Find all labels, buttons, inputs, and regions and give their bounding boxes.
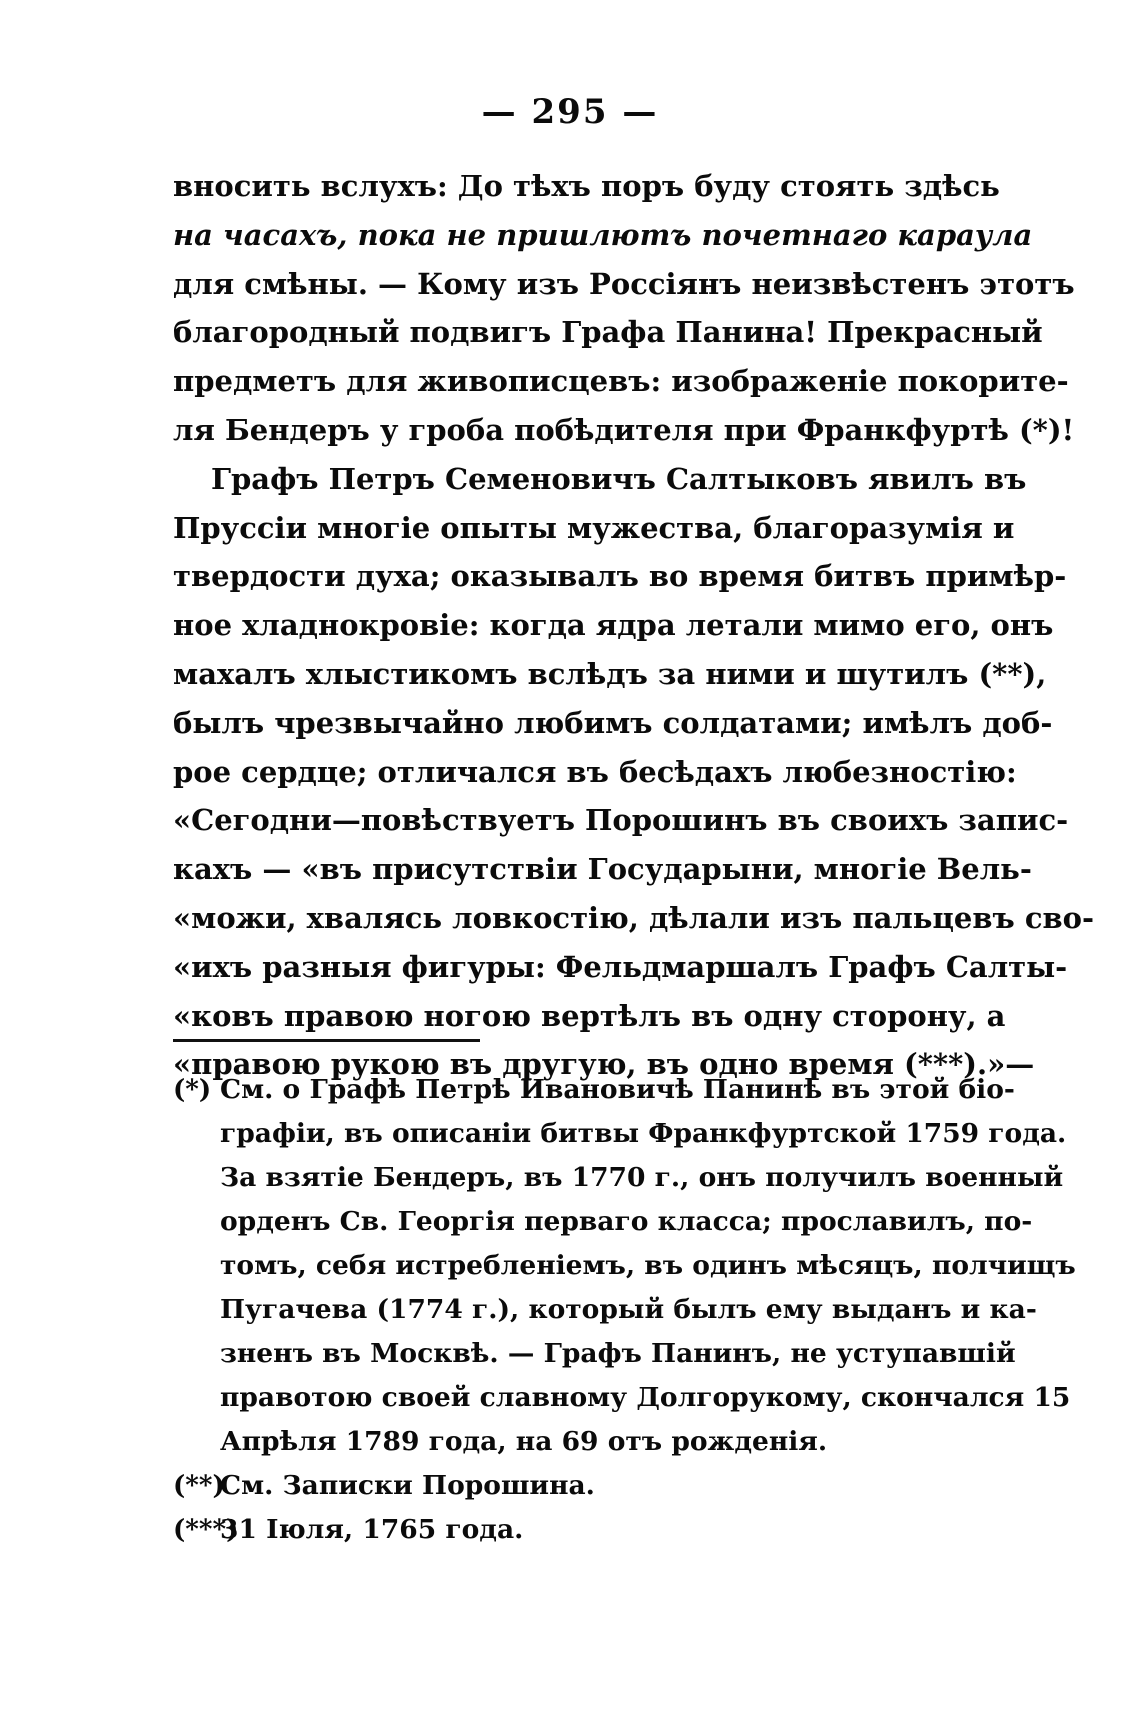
text-line: былъ чрезвычайно любимъ солдатами; имѣлъ доб-	[173, 705, 1053, 740]
footnotes	[173, 1068, 1076, 1552]
footnote-line: правотою своей славному Долгорукому, скончался 15	[220, 1382, 1071, 1413]
footnote-line: См. Записки Порошина.	[220, 1470, 595, 1501]
text-line: твердости духа; оказывалъ во время битвъ примѣр-	[173, 559, 1067, 594]
footnote-line: Апрѣля 1789 года, на 69 отъ рожденія.	[220, 1426, 828, 1457]
text-line: Пруссіи многіе опыты мужества, благоразумія и	[173, 510, 1015, 545]
text-line: для смѣны. — Кому изъ Россіянъ неизвѣстенъ этотъ	[173, 266, 1075, 301]
text-line: вносить вслухъ: До тѣхъ поръ буду стоять здѣсь	[173, 169, 1000, 203]
footnote	[173, 1508, 981, 1552]
text-line: «ковъ правою ногою вертѣлъ въ одну сторону, а	[173, 998, 1006, 1033]
text-line: Графъ Петръ Семеновичъ Салтыковъ явилъ въ	[211, 461, 1027, 496]
text-line: предметъ для живописцевъ: изображеніе покорите-	[173, 364, 1069, 399]
footnote-line: Пугачева (1774 г.), который былъ ему выданъ и ка-	[220, 1294, 1037, 1325]
text-line: ное хладнокровіе: когда ядра летали мимо его, онъ	[173, 608, 1054, 643]
text-line: рое сердце; отличался въ бесѣдахъ любезностію:	[173, 754, 1017, 789]
text-line: на часахъ, пока не пришлютъ почетнаго караула	[173, 217, 1033, 252]
page-number: — 295 —	[481, 92, 659, 132]
footnote-line: графіи, въ описаніи битвы Франкфуртской 1759 года.	[220, 1118, 1067, 1149]
text-line: ля Бендеръ у гроба побѣдителя при Франкфуртѣ (*)!	[173, 412, 1075, 447]
footnote-line: См. о Графѣ Петрѣ Ивановичѣ Панинѣ въ этой біо-	[220, 1074, 1015, 1105]
text-line: благородный подвигъ Графа Панина! Прекрасный	[173, 315, 1043, 350]
text-line: кахъ — «въ присутствіи Государыни, многіе Вель-	[173, 852, 1032, 887]
text-line: «Сегодни—повѣствуетъ Порошинъ въ своихъ запис-	[173, 803, 1069, 838]
main-text	[173, 162, 1095, 1089]
footnote-line: зненъ въ Москвѣ. — Графъ Панинъ, не уступавшій	[220, 1338, 1016, 1369]
text-line: «ихъ разныя фигуры: Фельдмаршалъ Графъ Салты-	[173, 949, 1068, 984]
text-line: «правою рукою въ другую, въ одно время (***).»—	[173, 1047, 1035, 1082]
footnote-mark: (**)	[173, 1471, 225, 1501]
text-line: махалъ хлыстикомъ вслѣдъ за ними и шутилъ (**),	[173, 656, 1047, 691]
footnote-line: томъ, себя истребленіемъ, въ одинъ мѣсяцъ, полчищъ	[220, 1250, 1076, 1281]
text-line: «можи, хвалясь ловкостію, дѣлали изъ пальцевъ сво-	[173, 900, 1095, 935]
footnote-line: За взятіе Бендеръ, въ 1770 г., онъ получилъ военный	[220, 1162, 1064, 1193]
footnote	[173, 1068, 1076, 1464]
footnote	[173, 1464, 981, 1508]
footnote-mark: (***)	[173, 1515, 239, 1545]
footnote-divider	[173, 1039, 480, 1042]
footnote-line: орденъ Св. Георгія перваго класса; прославилъ, по-	[220, 1206, 1033, 1237]
footnote-mark: (*)	[173, 1075, 212, 1105]
footnote-line: 31 Іюля, 1765 года.	[220, 1514, 524, 1545]
